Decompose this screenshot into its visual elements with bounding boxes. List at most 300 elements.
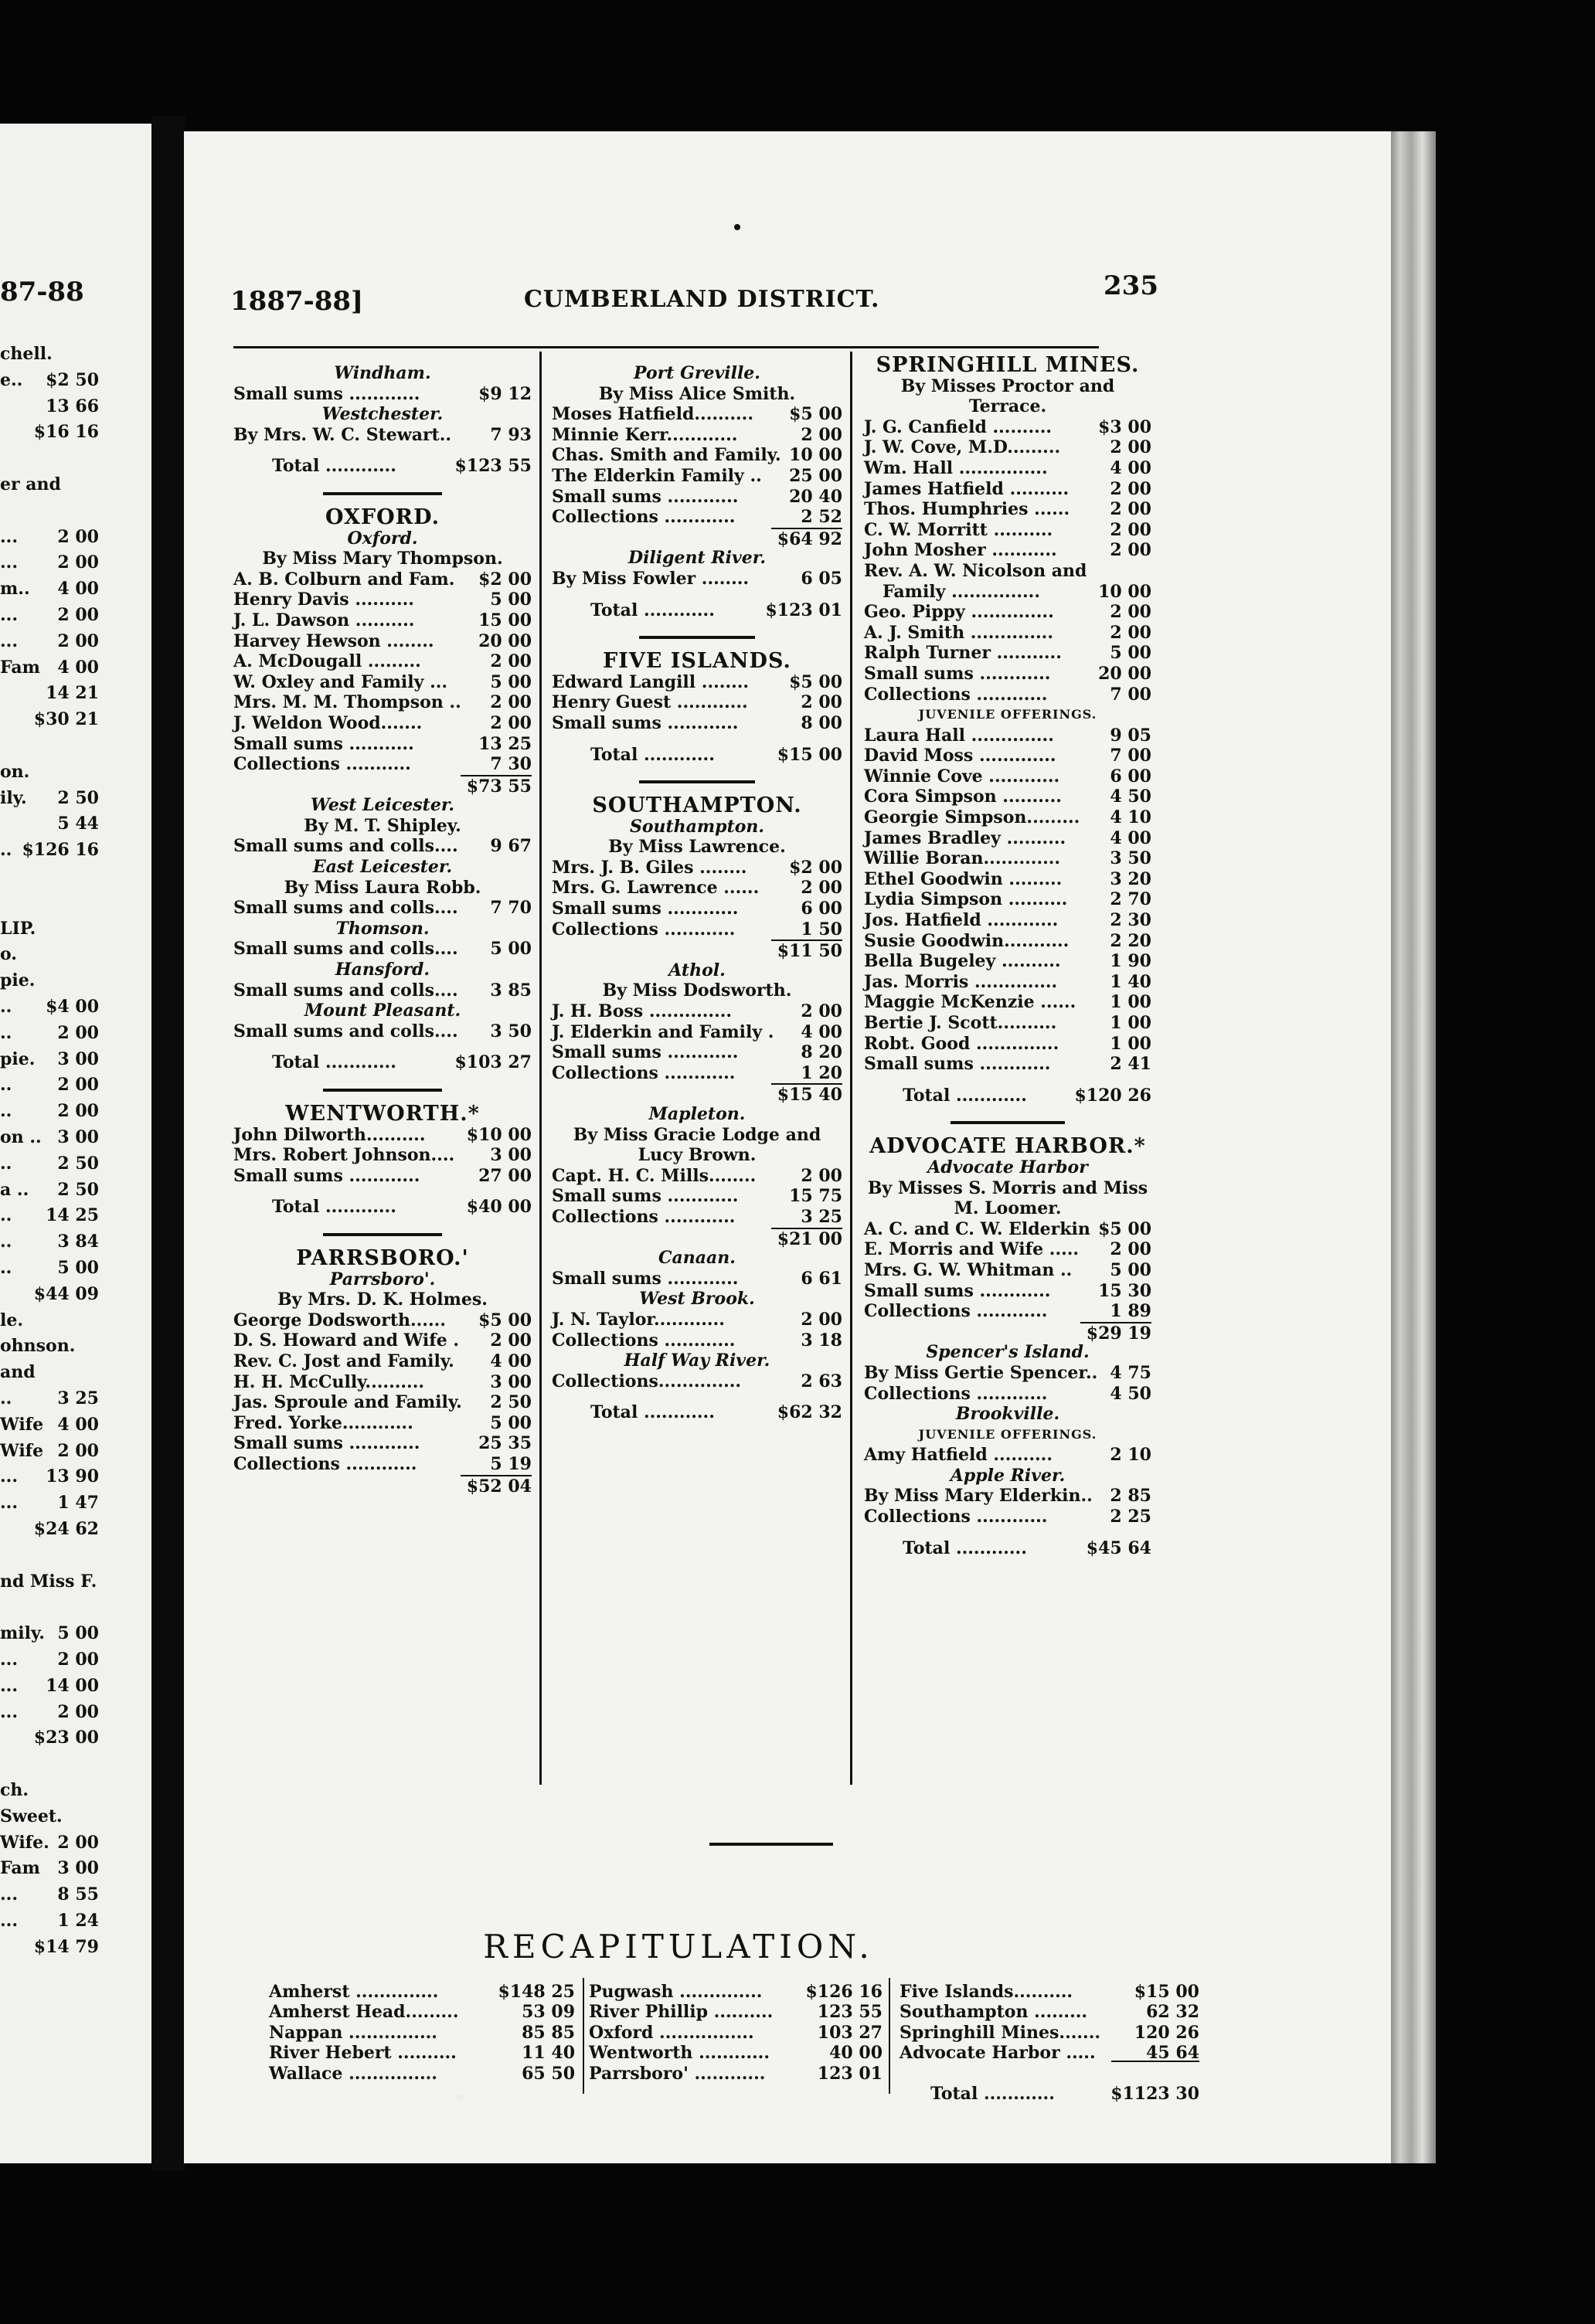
entry-row (864, 725, 1151, 746)
entry-amount: 10 00 (1098, 581, 1151, 602)
entry-amount: 25 00 (789, 465, 842, 486)
section-heading (552, 651, 842, 672)
entry-row (552, 1042, 842, 1063)
entry-label: Mrs. M. M. Thompson .. (233, 692, 461, 713)
entry-label: Collections ............ (552, 1330, 736, 1351)
entry-label: J. Weldon Wood....... (233, 712, 423, 733)
recap-district: Pugwash .............. (589, 1982, 763, 2002)
entry-label: PARRSBORO.' (296, 1245, 469, 1270)
recap-district: River Hebert .......... (269, 2043, 457, 2064)
section-divider (709, 1843, 833, 1846)
previous-page-amount: 3 84 (57, 1232, 99, 1252)
entry-label: John Mosher ........... (864, 540, 1057, 561)
entry-row (552, 445, 842, 466)
entry-label: Amy Hatfield .......... (864, 1445, 1053, 1466)
previous-page-amount: 5 00 (57, 1258, 99, 1278)
entry-label: Ethel Goodwin ......... (864, 868, 1063, 889)
entry-amount: 2 00 (490, 1330, 532, 1351)
entry-row (233, 1125, 532, 1146)
previous-page-row (0, 1258, 99, 1279)
entry-amount: 5 00 (1110, 1259, 1151, 1280)
entry-label: Southampton. (629, 816, 765, 837)
previous-page-amount: 3 00 (57, 1048, 99, 1069)
entry-label: By Miss Dodsworth. (602, 980, 792, 1001)
recap-amount: 62 32 (1146, 2002, 1199, 2023)
entry-label: Small sums ............ (864, 663, 1051, 684)
entry-amount: 6 00 (1110, 766, 1151, 787)
previous-page-text: ... (0, 605, 18, 625)
entry-label: A. C. and C. W. Elderkin (864, 1218, 1090, 1239)
entry-label: Small sums ............ (233, 383, 420, 404)
entry-amount: $103 27 (454, 1052, 532, 1073)
rule-bar (951, 1121, 1066, 1124)
entry-label: By Miss Mary Thompson. (262, 549, 503, 569)
entry-amount: 2 00 (1110, 437, 1151, 458)
previous-page-amount: 14 21 (46, 683, 99, 704)
entry-amount: 5 00 (490, 939, 532, 960)
entry-label: Collections ............ (552, 1062, 736, 1083)
entry-row (864, 1445, 1151, 1466)
entry-amount: 7 70 (490, 898, 532, 919)
entry-label: By Miss Gertie Spencer.. (864, 1362, 1098, 1383)
recap-amount: 40 00 (829, 2043, 883, 2064)
rule-bar (639, 636, 755, 639)
entry-row (864, 1301, 1151, 1322)
entry-amount: 20 40 (789, 486, 842, 507)
previous-page-amount: $44 09 (33, 1283, 99, 1304)
entry-row (864, 1363, 1151, 1384)
entry-amount: 4 75 (1110, 1362, 1151, 1383)
entry-amount: 2 00 (801, 424, 842, 445)
entry-label: Small sums ............ (552, 1186, 739, 1207)
entry-label: Mrs. G. W. Whitman .. (864, 1259, 1073, 1280)
previous-page-row (0, 1388, 99, 1410)
previous-page-amount: $4 00 (46, 997, 99, 1017)
recap-district: Amherst .............. (269, 1982, 439, 2002)
column-divider-2 (850, 352, 852, 1785)
entry-row (233, 1392, 532, 1413)
entry-label: Collections ............ (864, 1383, 1048, 1404)
recap-row (589, 2002, 883, 2022)
previous-page-text: le. (0, 1310, 24, 1330)
section-heading (233, 505, 532, 529)
recap-amount: 123 55 (817, 2002, 883, 2023)
entry-label: By Miss Lawrence. (608, 837, 786, 858)
entry-row (233, 754, 532, 775)
entry-label: By Miss Fowler ........ (552, 568, 750, 589)
entry-row (864, 437, 1151, 458)
entry-amount: $9 12 (478, 383, 532, 404)
previous-page-row (0, 788, 99, 810)
entry-label: Apple River. (950, 1465, 1066, 1486)
entry-amount: 1 40 (1110, 971, 1151, 992)
entry-amount: 3 00 (490, 1371, 532, 1392)
entry-label: Small sums and colls.... (233, 1021, 458, 1041)
collector-line (552, 1145, 842, 1166)
place-name (233, 919, 532, 939)
entry-row (864, 520, 1151, 541)
place-name (552, 960, 842, 981)
previous-page-amount: 14 25 (46, 1205, 99, 1226)
recap-row (269, 2064, 575, 2084)
entry-label: Laura Hall .............. (864, 725, 1054, 746)
previous-page-amount: $23 00 (33, 1728, 99, 1748)
entry-label: A. McDougall ......... (233, 651, 421, 672)
entry-row (233, 425, 532, 446)
previous-page-amount: 2 50 (57, 787, 99, 808)
place-name (552, 1351, 842, 1371)
entry-amount: $5 00 (789, 404, 842, 425)
entry-row (552, 1186, 842, 1207)
entry-amount: 2 00 (801, 692, 842, 713)
page-edges (1391, 131, 1436, 2163)
entry-label: By Mrs. D. K. Holmes. (277, 1289, 488, 1310)
entry-label: Mrs. J. B. Giles ........ (552, 857, 747, 878)
entry-label: Terrace. (968, 396, 1047, 417)
entry-row (864, 931, 1151, 952)
entry-row (864, 1219, 1151, 1240)
entry-label: JUVENILE OFFERINGS. (918, 1426, 1097, 1442)
entry-row (233, 569, 532, 590)
entry-row (864, 417, 1151, 438)
section-heading (233, 1104, 532, 1125)
entry-label: George Dodsworth...... (233, 1310, 446, 1330)
entry-label: Small sums ............ (552, 899, 739, 919)
previous-page-text: .. (0, 1022, 12, 1043)
entry-row (233, 898, 532, 919)
previous-page-amount: 3 00 (57, 1127, 99, 1147)
entry-amount: 1 89 (1110, 1301, 1151, 1322)
ink-speck (734, 224, 740, 230)
recap-district: Wallace ............... (269, 2063, 437, 2084)
entry-label: Collections ............ (864, 1301, 1048, 1322)
entry-row (552, 692, 842, 713)
spacer (864, 1527, 1151, 1538)
previous-page-text: on .. (0, 1127, 42, 1147)
place-name (233, 960, 532, 980)
entry-row (552, 1022, 842, 1043)
entry-amount: 2 00 (490, 712, 532, 733)
entry-label: Small sums ............ (864, 1280, 1051, 1301)
entry-amount: 7 30 (490, 754, 532, 775)
previous-page-amount: 13 90 (46, 1466, 99, 1487)
recap-row (269, 1982, 575, 2002)
previous-page-row (0, 1310, 99, 1332)
entry-label: ADVOCATE HARBOR.* (869, 1134, 1146, 1159)
entry-label: Rev. A. W. Nicolson and (864, 560, 1087, 581)
entry-amount: $15 40 (771, 1083, 842, 1106)
entry-label: Mrs. Robert Johnson.... (233, 1145, 455, 1166)
previous-page-text: ... (0, 630, 18, 651)
recap-row (589, 2043, 883, 2063)
subtotal-row (552, 528, 842, 549)
previous-page-row (0, 1049, 99, 1071)
section-heading (233, 1245, 532, 1270)
entry-row (864, 499, 1151, 520)
previous-page-text: ... (0, 1911, 18, 1931)
previous-page-text: Sweet. (0, 1806, 63, 1826)
previous-page-row (0, 1415, 99, 1436)
entry-label: Edward Langill ........ (552, 671, 750, 692)
recap-district: Parrsboro' ............ (589, 2063, 766, 2084)
entry-label: FIVE ISLANDS. (603, 649, 791, 674)
entry-row (864, 1384, 1151, 1405)
entry-amount: 5 00 (490, 589, 532, 610)
entry-amount: 4 00 (1110, 827, 1151, 848)
entry-row (233, 1454, 532, 1475)
column-3 (864, 355, 1151, 1558)
entry-amount: 2 52 (801, 507, 842, 528)
entry-label: Small sums ............ (233, 1165, 420, 1186)
entry-amount: $5 00 (478, 1310, 532, 1330)
recap-total-row (900, 2084, 1199, 2104)
recap-district: Nappan ............... (269, 2022, 437, 2043)
recap-amount: 120 26 (1134, 2022, 1199, 2043)
entry-amount: 2 00 (490, 651, 532, 672)
previous-page-amount: 4 00 (57, 579, 99, 600)
book-gutter (151, 116, 185, 2171)
entry-label: Family ............... (883, 581, 1040, 602)
entry-label: Maggie McKenzie ...... (864, 992, 1076, 1013)
entry-label: Collections ............ (552, 507, 736, 528)
entry-row (233, 651, 532, 672)
entry-label: Chas. Smith and Family. (552, 445, 781, 466)
entry-label: Cora Simpson .......... (864, 787, 1062, 807)
entry-row (864, 951, 1151, 972)
previous-page-row (0, 1780, 99, 1802)
entry-amount: 2 30 (1110, 910, 1151, 931)
entry-row (864, 848, 1151, 869)
previous-page-text: ... (0, 1466, 18, 1487)
entry-row (864, 972, 1151, 993)
entry-amount: 13 25 (478, 733, 532, 754)
entry-label: Willie Boran............. (864, 848, 1061, 869)
entry-label: Total ............ (272, 1052, 396, 1073)
place-name (552, 1104, 842, 1125)
previous-page-row (0, 997, 99, 1018)
entry-amount: 9 67 (490, 836, 532, 857)
entry-row (233, 631, 532, 652)
entry-label: Total ............ (903, 1537, 1027, 1558)
previous-page-text: mily. (0, 1623, 45, 1644)
entry-label: Thomson. (335, 918, 430, 939)
page (184, 131, 1391, 2163)
entry-amount: 2 63 (801, 1371, 842, 1391)
entry-label: Small sums ............ (552, 1268, 739, 1289)
collector-line (864, 1198, 1151, 1219)
entry-label: Collections ............ (233, 1453, 417, 1474)
subsection-label (864, 1425, 1151, 1446)
recap-amount: 103 27 (817, 2022, 883, 2043)
recap-row (589, 1982, 883, 2002)
previous-page-amount: 5 44 (57, 814, 99, 834)
entry-label: Robt. Good .............. (864, 1033, 1059, 1054)
previous-page-row (0, 657, 99, 679)
entry-label: A. J. Smith .............. (864, 622, 1053, 643)
section-rule (233, 1073, 532, 1104)
entry-amount: 3 50 (1110, 848, 1151, 869)
entry-row (864, 561, 1151, 582)
spacer (233, 1186, 532, 1197)
rule-bar (323, 492, 442, 495)
recap-amount: 65 50 (522, 2063, 575, 2084)
subtotal-row (864, 1322, 1151, 1343)
entry-label: Parrsboro'. (329, 1269, 436, 1289)
entry-label: Oxford. (347, 528, 418, 549)
previous-page-row (0, 1493, 99, 1514)
previous-page-text: pie. (0, 970, 36, 991)
subtotal-row (552, 1083, 842, 1104)
previous-page-row (0, 474, 99, 496)
entry-amount: 7 93 (490, 424, 532, 445)
entry-row (233, 1145, 532, 1166)
previous-page-amount: 3 25 (57, 1388, 99, 1408)
entry-row (233, 1310, 532, 1331)
entry-label: By Miss Alice Smith. (598, 383, 796, 404)
entry-amount: $15 00 (777, 744, 842, 765)
page-number: 235 (1104, 270, 1158, 301)
collector-line (552, 1125, 842, 1146)
entry-amount: 10 00 (789, 445, 842, 466)
entry-label: By Miss Gracie Lodge and (573, 1124, 821, 1145)
previous-page-row (0, 1336, 99, 1357)
entry-amount: $21 00 (771, 1228, 842, 1250)
previous-page-row (0, 579, 99, 600)
entry-label: Ralph Turner ........... (864, 643, 1062, 664)
previous-page-amount: 2 00 (57, 1832, 99, 1853)
subtotal-row (233, 1475, 532, 1496)
recap-divider-2 (889, 1978, 890, 2094)
previous-page-text: .. (0, 840, 12, 861)
spacer (552, 589, 842, 600)
collector-line (864, 376, 1151, 397)
entry-amount: 2 20 (1110, 930, 1151, 951)
entry-amount: 15 30 (1098, 1280, 1151, 1301)
recap-row (900, 2064, 1199, 2084)
entry-label: David Moss ............. (864, 746, 1056, 766)
entry-label: JUVENILE OFFERINGS. (918, 707, 1097, 722)
entry-label: Collections.............. (552, 1371, 742, 1391)
entry-label: Geo. Pippy .............. (864, 602, 1054, 623)
entry-label: Total ............ (590, 744, 715, 765)
place-name (233, 1001, 532, 1021)
recap-row (900, 1982, 1199, 2002)
entry-row (552, 1166, 842, 1187)
previous-page-amount: 13 66 (46, 396, 99, 416)
previous-page-amount: 8 55 (57, 1884, 99, 1905)
previous-page-row (0, 1911, 99, 1932)
entry-amount: 3 18 (801, 1330, 842, 1351)
entry-label: Total ............ (903, 1085, 1027, 1106)
previous-page-amount: $126 16 (22, 840, 99, 861)
entry-label: Mapleton. (648, 1104, 746, 1124)
recap-district: Amherst Head......... (269, 2002, 459, 2023)
entry-row (552, 569, 842, 589)
previous-page-text: .. (0, 1101, 12, 1122)
previous-page-text: ... (0, 1701, 18, 1722)
entry-label: J. L. Dawson .......... (233, 610, 415, 630)
total-row (233, 456, 532, 477)
previous-page-text: on. (0, 761, 30, 782)
entry-amount: 4 50 (1110, 787, 1151, 807)
previous-page-amount: 2 00 (57, 1101, 99, 1122)
entry-label: Winnie Cove ............ (864, 766, 1060, 787)
previous-page-text: Fam (0, 1858, 40, 1879)
previous-page-row (0, 1023, 99, 1045)
entry-label: J. G. Canfield .......... (864, 416, 1053, 437)
entry-amount: 3 00 (490, 1145, 532, 1166)
previous-page-text: .. (0, 1153, 12, 1174)
previous-page-text: er and (0, 474, 61, 494)
spacer (552, 1391, 842, 1402)
entry-label: Collections ............ (864, 684, 1048, 705)
entry-label: Small sums and colls.... (233, 939, 458, 960)
entry-label: Minnie Kerr............ (552, 424, 738, 445)
entry-amount: 1 90 (1110, 951, 1151, 972)
previous-page-text: Wife (0, 1440, 44, 1461)
entry-label: SPRINGHILL MINES. (876, 353, 1140, 377)
previous-page-amount: 2 00 (57, 1022, 99, 1043)
section-rule (552, 765, 842, 796)
entry-amount: 1 00 (1110, 1013, 1151, 1033)
previous-page-amount: 2 00 (57, 526, 99, 547)
recap-amount: 85 85 (522, 2022, 575, 2043)
place-name (233, 404, 532, 425)
entry-label: J. W. Cove, M.D......... (864, 437, 1061, 458)
previous-page-row (0, 1623, 99, 1645)
entry-row (864, 1281, 1151, 1302)
entry-amount: 2 41 (1110, 1054, 1151, 1075)
total-row (864, 1086, 1151, 1106)
section-rule (864, 1106, 1151, 1137)
previous-page-text: ... (0, 1650, 18, 1670)
place-name (552, 1289, 842, 1310)
entry-row (864, 1507, 1151, 1527)
entry-amount: 2 70 (1110, 889, 1151, 910)
entry-label: OXFORD. (325, 505, 440, 529)
entry-row (864, 458, 1151, 479)
entry-label: Small sums ............ (552, 486, 739, 507)
place-name (864, 1342, 1151, 1363)
entry-amount: 7 00 (1110, 684, 1151, 705)
recap-amount: $1123 30 (1110, 2083, 1199, 2104)
entry-row (233, 672, 532, 693)
previous-page-text: nd Miss F. (0, 1571, 97, 1592)
entry-amount: $5 00 (789, 671, 842, 692)
entry-amount: $52 04 (461, 1475, 532, 1497)
entry-label: Collections ............ (552, 919, 736, 939)
rule-bar (323, 1233, 442, 1236)
entry-amount: 2 00 (1110, 478, 1151, 499)
recap-divider-1 (583, 1978, 584, 2094)
previous-page-text: ily. (0, 787, 27, 808)
previous-page-row (0, 762, 99, 783)
entry-row (864, 1034, 1151, 1055)
column-divider-1 (539, 352, 542, 1785)
previous-page-row (0, 840, 99, 861)
previous-page-row (0, 1441, 99, 1463)
entry-label: Fred. Yorke............ (233, 1412, 413, 1433)
entry-amount: 2 00 (1110, 519, 1151, 540)
entry-row (233, 939, 532, 960)
entry-row (864, 869, 1151, 890)
previous-page-text: pie. (0, 1048, 36, 1069)
previous-page-row (0, 1650, 99, 1671)
previous-page-row (0, 1884, 99, 1906)
previous-page-row (0, 944, 99, 966)
previous-page-row (0, 631, 99, 653)
recap-amount: 11 40 (522, 2043, 575, 2064)
